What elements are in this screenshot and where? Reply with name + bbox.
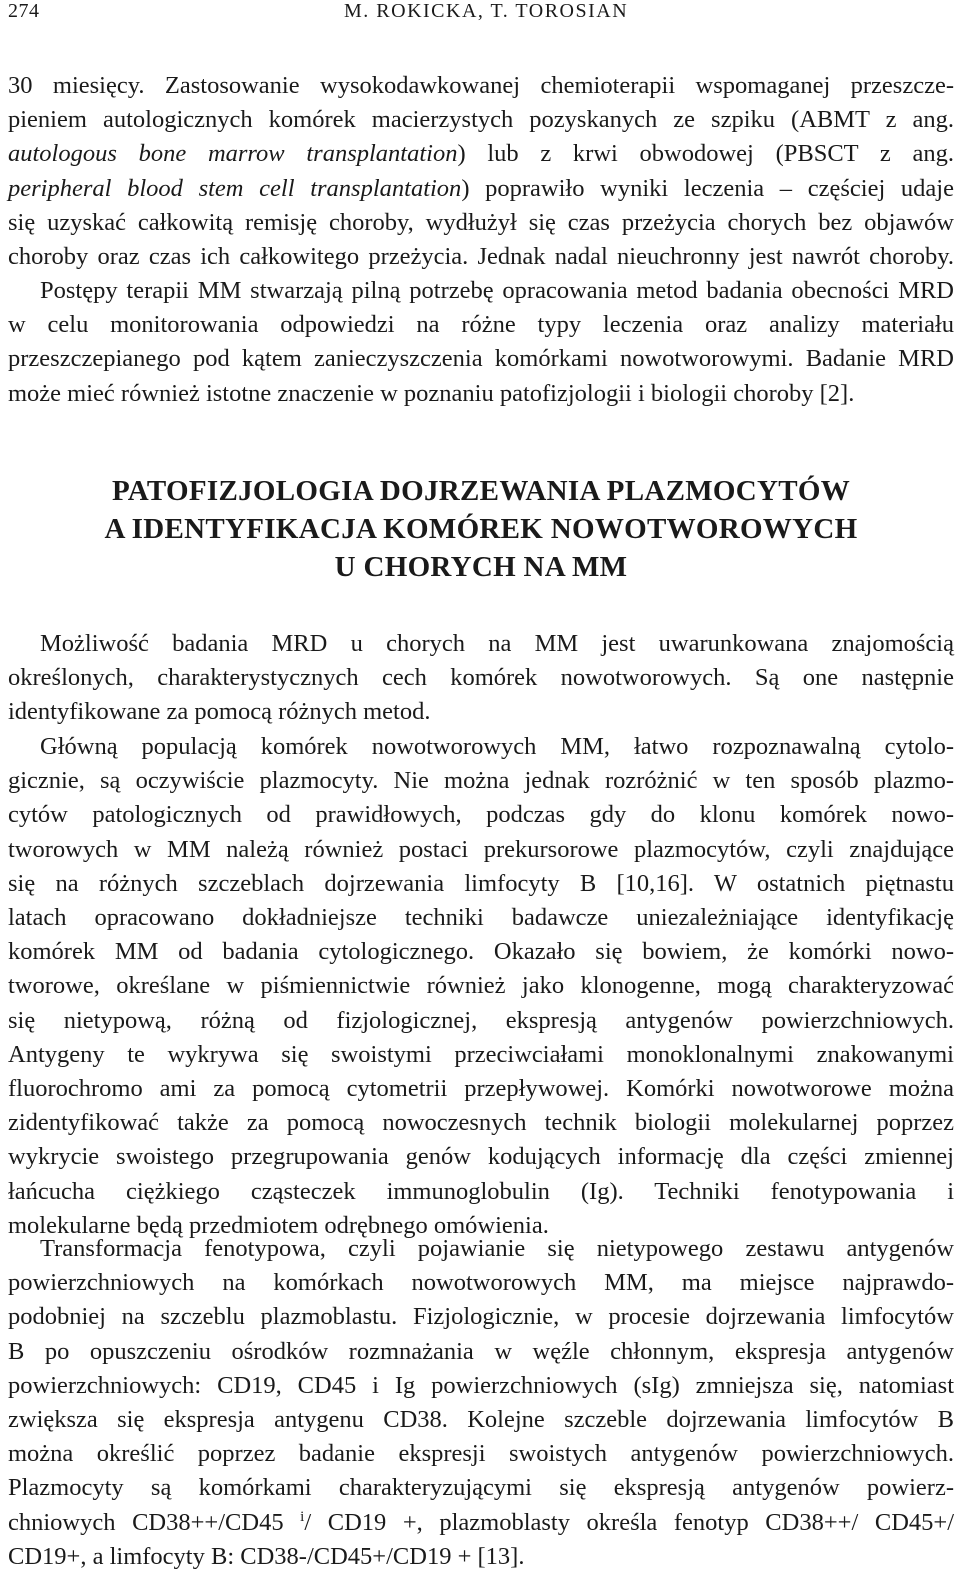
paragraph-5 [8,1232,954,1574]
text-line: tworowych w MM należą również postaci prekursorowe plazmocytów, czyli znajdujące [8,835,954,863]
text-line: chniowych CD38++/CD45 $^i$/ CD19 +, plazmoblasty określa fenotyp CD38++/ CD45+/ [8,1508,955,1536]
text-line: autologous bone marrow transplantation) lub z krwi obwodowej (PBSCT z ang. [8,140,954,168]
italic-term: autologous bone marrow transplantation [8,140,458,168]
text-line: może mieć również istotne znaczenie w poznaniu patofizjologii i biologii choroby [2]. [8,379,855,407]
text-line: identyfikowane za pomocą różnych metod. [8,698,431,726]
text-line: cytów patologicznych od prawidłowych, podczas gdy do klonu komórek nowo- [8,801,954,829]
heading-line: A IDENTYFIKACJA KOMÓREK NOWOTWOROWYCH [104,513,858,545]
text-line: powierzchniowych: CD19, CD45 i Ig powierzchniowych (sIg) zmniejsza się, natomiast [8,1371,954,1399]
paragraph-3 [8,627,954,730]
running-head-authors: M. ROKICKA, T. TOROSIAN [344,0,629,22]
text-line: podobniej na szczeblu plazmoblastu. Fizjologicznie, w procesie dojrzewania limfocytów [8,1303,954,1331]
text-line: CD19+, a limfocyty B: CD38-/CD45+/CD19 + [13]. [8,1542,525,1570]
text-line: się na różnych szczeblach dojrzewania limfocyty B [10,16]. W ostatnich piętnastu [8,869,954,897]
text-line: Antygeny te wykrywa się swoistymi przeciwciałami monoklonalnymi znakowanymi [8,1040,954,1068]
text-line: można określić poprzez badanie ekspresji swoistych antygenów powierzchniowych. [8,1440,954,1468]
text-line: peripheral blood stem cell transplantation) poprawiło wyniki leczenia – częściej udaje [8,174,954,202]
superscript: i [300,1508,305,1525]
text-line: zidentyfikować także za pomocą nowoczesnych technik biologii molekularnej poprzez [8,1109,954,1137]
text-line: w celu monitorowania odpowiedzi na różne typy leczenia oraz analizy materiału [8,311,954,339]
text-line: gicznie, są oczywiście plazmocyty. Nie można jednak rozróżnić w ten sposób plazmo- [8,767,954,795]
text-line: komórek MM od badania cytologicznego. Okazało się bowiem, że komórki nowo- [8,938,954,966]
paragraph-4 [8,730,954,1243]
text-line: się uzyskać całkowitą remisję choroby, wydłużył się czas przeżycia chorych bez objawów [8,208,954,236]
text-line: Główną populacją komórek nowotworowych MM, łatwo rozpoznawalną cytolo- [40,733,954,760]
text-line: powierzchniowych na komórkach nowotworowych MM, ma miejsce najprawdo- [8,1269,954,1297]
text-line: latach opracowano dokładniejsze techniki badawcze uniezależniające identyfikację [8,904,954,932]
text-line: łańcucha ciężkiego cząsteczek immunoglobulin (Ig). Techniki fenotypowania i [8,1177,954,1205]
text-line: określonych, charakterystycznych cech komórek nowotworowych. Są one następnie [8,664,954,692]
text-line: tworowe, określane w piśmiennictwie również jako klonogenne, mogą charakteryzować [8,972,954,1000]
text-line: fluorochromo ami za pomocą cytometrii przepływowej. Komórki nowotworowe można [8,1075,954,1103]
text-line: wykrycie swoistego przegrupowania genów kodujących informację dla części zmiennej [8,1143,954,1171]
text-line: pieniem autologicznych komórek macierzystych pozyskanych ze szpiku (ABMT z ang. [8,106,954,134]
text-line: 30 miesięcy. Zastosowanie wysokodawkowanej chemioterapii wspomaganej przeszcze- [8,72,954,99]
running-header [8,0,954,28]
text-line: Transformacja fenotypowa, czyli pojawianie się nietypowego zestawu antygenów [40,1235,954,1262]
text-line: choroby oraz czas ich całkowitego przeżycia. Jednak nadal nieuchronny jest nawrót choroby. [8,243,954,271]
text-line: Postępy terapii MM stwarzają pilną potrzebę opracowania metod badania obecności MRD [40,277,954,304]
heading-line: PATOFIZJOLOGIA DOJRZEWANIA PLAZMOCYTÓW [111,475,851,507]
heading-line: U CHORYCH NA MM [334,551,628,583]
text-line: się nietypową, różną od fizjologicznej, ekspresją antygenów powierzchniowych. [8,1006,954,1034]
text-line: zwiększa się ekspresja antygenu CD38. Kolejne szczeble dojrzewania limfocytów B [8,1406,954,1434]
text-line: B po opuszczeniu ośrodków rozmnażania w węźle chłonnym, ekspresja antygenów [8,1337,954,1365]
italic-term: peripheral blood stem cell transplantation [8,174,462,202]
text-line: molekularne będą przedmiotem odrębnego omówienia. [8,1211,549,1239]
page-number: 274 [8,0,40,22]
text-line: Możliwość badania MRD u chorych na MM jest uwarunkowana znajomością [40,630,954,657]
section-heading [8,472,954,586]
text-line: przeszczepianego pod kątem zanieczyszczenia komórkami nowotworowymi. Badanie MRD [8,345,954,373]
paragraph-2 [8,274,954,411]
text-line: Plazmocyty są komórkami charakteryzującymi się ekspresją antygenów powierz- [8,1474,954,1502]
paragraph-1 [8,69,954,274]
